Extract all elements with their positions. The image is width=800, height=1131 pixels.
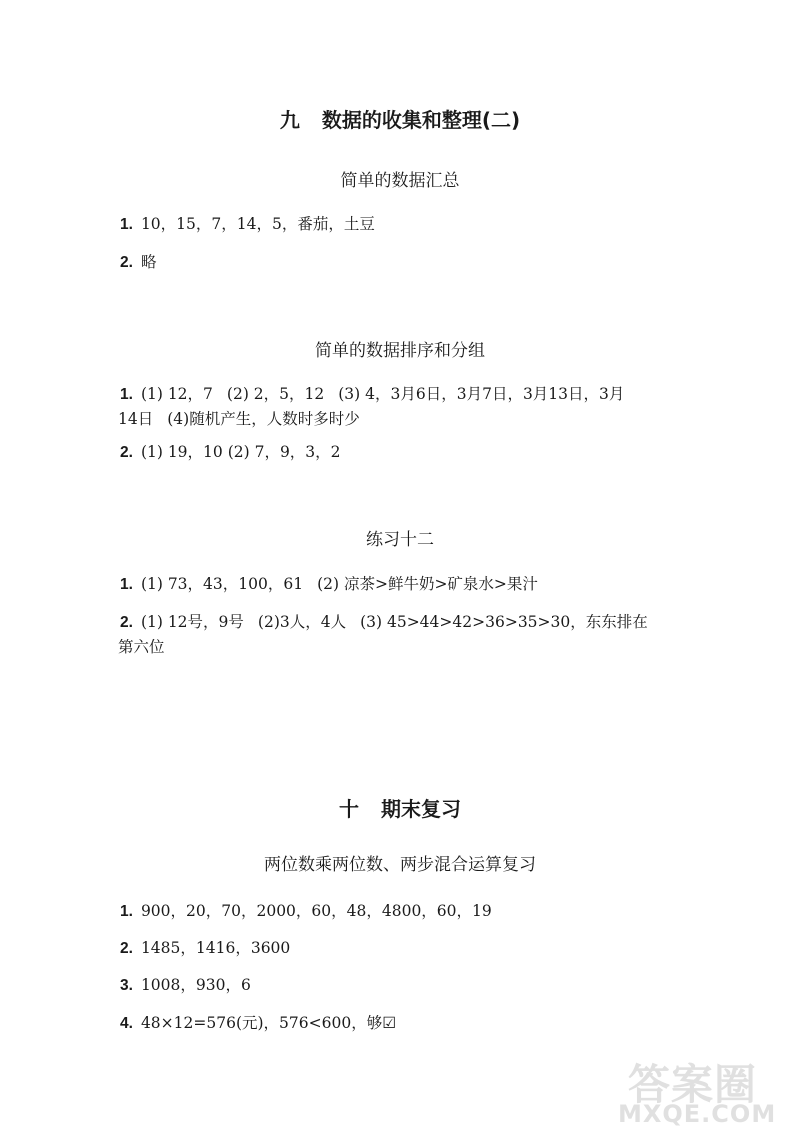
item-text: 900，20，70，2000，60，48，4800，60，19 [140, 902, 492, 920]
section-title: 简单的数据汇总 [340, 171, 460, 191]
item-part: (2)3人，4人 [257, 613, 347, 631]
item-text: 1485，1416，3600 [140, 939, 291, 957]
section-title: 练习十二 [366, 530, 434, 550]
item-number: 1. [120, 903, 133, 920]
item-number: 3. [120, 977, 133, 994]
chapter-title: 数据的收集和整理(二) [321, 108, 521, 132]
answer-item [120, 936, 690, 961]
item-number: 4. [120, 1015, 133, 1032]
item-part: (3) 4，3月6日，3月7日，3月13日，3月 [338, 385, 625, 403]
section-title: 两位数乘两位数、两步混合运算复习 [264, 855, 536, 875]
answer-item [120, 250, 690, 275]
answer-item [120, 899, 690, 924]
chapter-title: 期末复习 [381, 797, 461, 821]
answer-item [120, 572, 690, 597]
item-part: (1) 12号，9号 [140, 613, 244, 631]
item-text: (1) 19，10 (2) 7，9，3，2 [140, 443, 341, 461]
watermark-logo: 答案圈 [628, 1060, 758, 1109]
item-text: 1008，930，6 [140, 976, 251, 994]
item-part: (4)随机产生，人数时多时少 [167, 410, 360, 428]
answer-item [120, 382, 690, 431]
item-part: 第六位 [118, 638, 165, 656]
item-number: 1. [120, 216, 133, 233]
answer-item [120, 440, 690, 465]
item-number: 2. [120, 614, 133, 631]
section-title: 简单的数据排序和分组 [315, 341, 485, 361]
item-number: 1. [120, 576, 133, 593]
item-number: 2. [120, 254, 133, 271]
answer-item [120, 212, 690, 237]
item-text: 略 [140, 253, 157, 271]
item-text: 48×12=576(元)，576<600，够☑ [140, 1014, 397, 1032]
item-part: (3) 45>44>42>36>35>30，东东排在 [360, 613, 648, 631]
watermark-url: MXQE.COM [618, 1100, 777, 1128]
item-text: 10，15，7，14，5，番茄，土豆 [140, 215, 375, 233]
answer-item [120, 610, 690, 659]
chapter-number: 九 [279, 108, 300, 132]
chapter-number: 十 [339, 797, 359, 821]
item-part: (1) 12，7 [140, 385, 213, 403]
item-part: (2) 2，5，12 [226, 385, 325, 403]
answer-item [120, 1011, 690, 1036]
answer-item [120, 973, 690, 998]
item-part: 14日 [118, 410, 154, 428]
item-number: 2. [120, 940, 133, 957]
item-number: 2. [120, 444, 133, 461]
chapter-9-heading [0, 104, 800, 133]
item-number: 1. [120, 386, 133, 403]
chapter-10-heading [0, 793, 800, 822]
item-part: (2) 凉茶>鲜牛奶>矿泉水>果汁 [317, 575, 538, 593]
item-part: (1) 73，43，100，61 [140, 575, 304, 593]
